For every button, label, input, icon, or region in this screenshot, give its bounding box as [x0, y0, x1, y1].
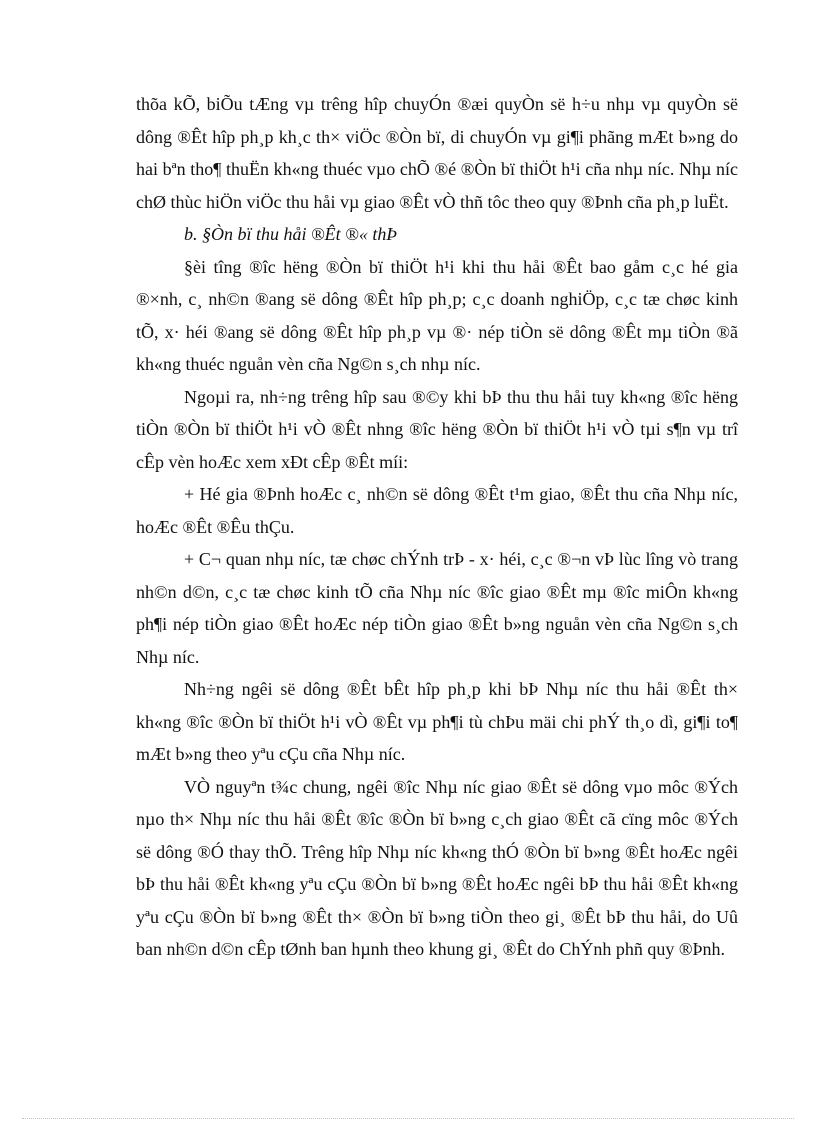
- document-page: [136, 88, 738, 966]
- page-bottom-divider: [22, 1118, 794, 1119]
- paragraph-4: Nh÷ng ngêi së dông ®Êt bÊt hîp ph¸p khi bÞ Nhµ níc thu håi ®Êt th× kh«ng ®îc ®Òn bï thiÖt h¹i vÒ ®Êt vµ ph¶i tù chÞu mäi chi phÝ th¸o dì, gi¶i to¶ mÆt b»ng theo yªu cÇu cña Nhµ níc.: [136, 679, 738, 764]
- paragraph-5: VÒ nguyªn t¾c chung, ngêi ®îc Nhµ níc giao ®Êt së dông vµo môc ®Ých nµo th× Nhµ níc thu håi ®Êt ®îc ®Òn bï b»ng c¸ch giao ®Êt cã cïng môc ®Ých së dông ®Ó thay thÕ. Trêng hîp Nhµ níc kh«ng thÓ ®Òn bï b»ng ®Êt hoÆc ngêi bÞ thu håi ®Êt kh«ng yªu cÇu ®Òn bï b»ng ®Êt hoÆc ngêi bÞ thu håi ®Êt kh«ng yªu cÇu ®Òn bï b»ng ®Êt th× ®Òn bï b»ng tiÒn theo gi¸ ®Êt bÞ thu håi, do Uû ban nh©n d©n cÊp tØnh ban hµnh theo khung gi¸ ®Êt do ChÝnh phñ quy ®Þnh.: [136, 776, 738, 959]
- list-item-2: + C¬ quan nhµ níc, tæ chøc chÝnh trÞ - x· héi, c¸c ®¬n vÞ lùc lîng vò trang nh©n d©n, c¸c tæ chøc kinh tÕ cña Nhµ níc ®îc giao ®Êt mµ ®îc miÔn kh«ng ph¶i nép tiÒn giao ®Êt hoÆc nép tiÒn giao ®Êt b»ng nguån vèn cña Ng©n s¸ch Nhµ níc.: [136, 549, 738, 667]
- list-item-1: + Hé gia ®Þnh hoÆc c¸ nh©n së dông ®Êt t¹m giao, ®Êt thu cña Nhµ níc, hoÆc ®Êt ®Êu thÇu.: [136, 484, 738, 537]
- paragraph-3: Ngoµi ra, nh÷ng trêng hîp sau ®©y khi bÞ thu thu håi tuy kh«ng ®îc hëng tiÒn ®Òn bï thiÖt h¹i vÒ ®Êt nhng ®îc hëng ®Òn bï thiÖt h¹i vÒ tµi s¶n vµ trî cÊp vèn hoÆc xem xÐt cÊp ®Êt míi:: [136, 386, 738, 472]
- section-heading-b: b. §Òn bï thu håi ®Êt ®« thÞ: [184, 224, 398, 244]
- paragraph-1: thõa kÕ, biÕu tÆng vµ trêng hîp chuyÓn ®æi quyÒn së h÷u nhµ vµ quyÒn së dông ®Êt hîp ph¸p kh¸c th× viÖc ®Òn bï, di chuyÓn vµ gi¶i phãng mÆt b»ng do hai bªn tho¶ thuËn kh«ng thuéc vµo chÕ ®é ®Òn bï thiÖt h¹i cña nhµ níc. Nhµ níc chØ thùc hiÖn viÖc thu håi vµ giao ®Êt vÒ thñ tôc theo quy ®Þnh cña ph¸p luËt.: [136, 94, 738, 212]
- paragraph-2: §èi tîng ®îc hëng ®Òn bï thiÖt h¹i khi thu håi ®Êt bao gåm c¸c hé gia ®×nh, c¸ nh©n ®ang së dông ®Êt hîp ph¸p; c¸c doanh nghiÖp, c¸c tæ chøc kinh tÕ, x· héi ®ang së dông ®Êt hîp ph¸p vµ ®· nép tiÒn së dông ®Êt mµ tiÒn ®ã kh«ng thuéc nguån vèn cña Ng©n s¸ch nhµ níc.: [136, 256, 738, 374]
